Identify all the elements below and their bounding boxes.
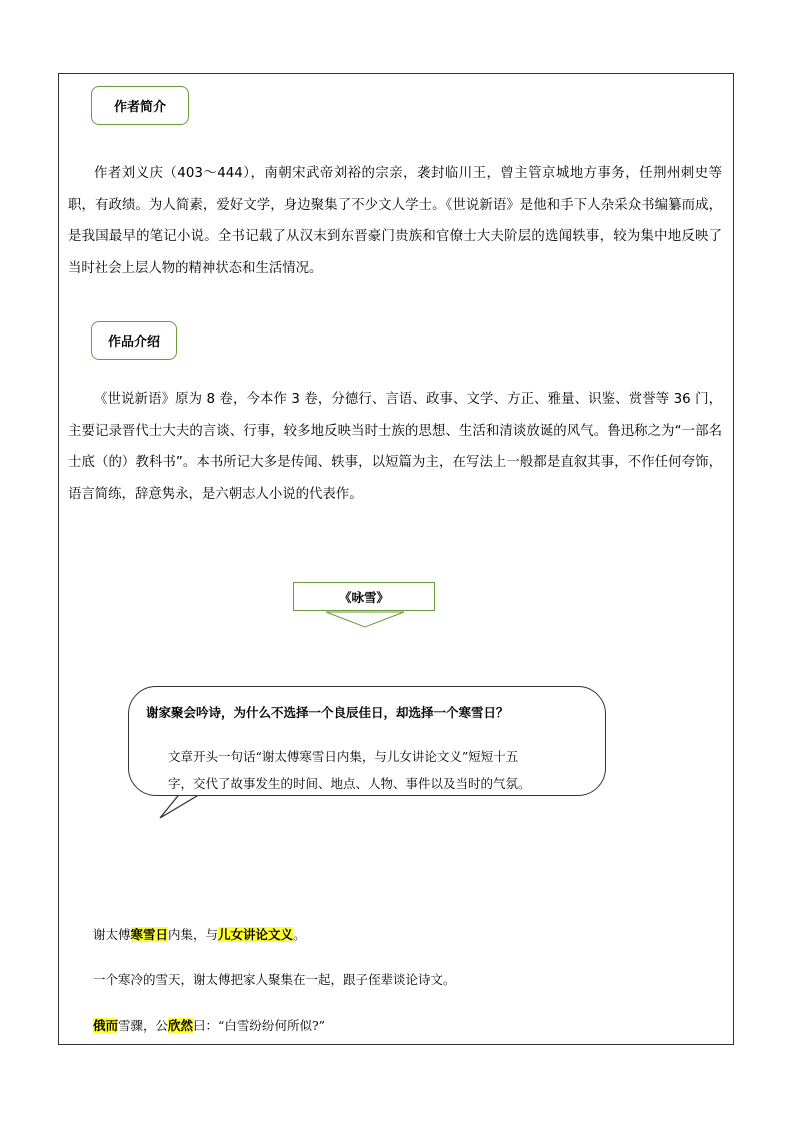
highlight-hanxueri: 寒雪日 [130, 927, 169, 942]
highlight-eer: 俄而 [93, 1018, 119, 1033]
line3-text-end: 曰：“白雪纷纷何所似?” [193, 1018, 326, 1033]
line1-text: 谢太傅 [93, 927, 131, 942]
bubble-question: 谢家聚会吟诗，为什么不选择一个良辰佳日，却选择一个寒雪日？ [146, 705, 509, 720]
highlight-xinran: 欣然 [168, 1018, 194, 1033]
poem-title-box: 《咏雪》 [293, 582, 435, 611]
highlight-ernv: 儿女讲论文义 [218, 927, 294, 942]
translation-line-1: 一个寒冷的雪天，谢太傅把家人聚集在一起，跟子侄辈谈论诗文。 [93, 972, 456, 987]
speech-bubble [128, 686, 606, 796]
down-arrow-icon [325, 611, 405, 629]
bubble-answer-line1: 文章开头一句话“谢太傅寒雪日内集，与儿女讲论文义”短短十五 [168, 749, 519, 764]
classical-line-1 [93, 925, 306, 943]
bubble-answer-line2: 字，交代了故事发生的时间、地点、人物、事件以及当时的气氛。 [168, 776, 531, 791]
work-intro-text: 《世说新语》原为 8 卷，今本作 3 卷，分德行、言语、政事、文学、方正、雅量、识鉴、赏誉等 36 门，主要记录晋代士大夫的言谈、行事，较多地反映当时士族的思想、生活和清谈放诞的风气。鲁迅称之为“一部名士底（的）教科书”。本书所记大多是传闻、轶事，以短篇为主，在写法上一般都是直叙其事，不作任何夸饰，语言简练，辞意隽永，是六朝志人小说的代表作。 [68, 392, 722, 502]
line3-text-mid: 雪骤，公 [118, 1018, 169, 1033]
author-intro-text: 作者刘义庆（403～444），南朝宋武帝刘裕的宗亲，袭封临川王，曾主管京城地方事务，任荆州刺史等职，有政绩。为人简素，爱好文学，身边聚集了不少文人学士。《世说新语》是他和手下人杂采众书编纂而成，是我国最早的笔记小说。全书记载了从汉末到东晋豪门贵族和官僚士大夫阶层的选闻轶事，较为集中地反映了当时社会上层人物的精神状态和生活情况。 [68, 166, 722, 276]
line1-text-end: 。 [293, 927, 306, 942]
classical-line-2 [93, 1016, 325, 1034]
author-intro-tag: 作者简介 [91, 86, 189, 125]
line1-text-mid: 内集，与 [168, 927, 219, 942]
work-intro-tag: 作品介绍 [91, 321, 177, 360]
